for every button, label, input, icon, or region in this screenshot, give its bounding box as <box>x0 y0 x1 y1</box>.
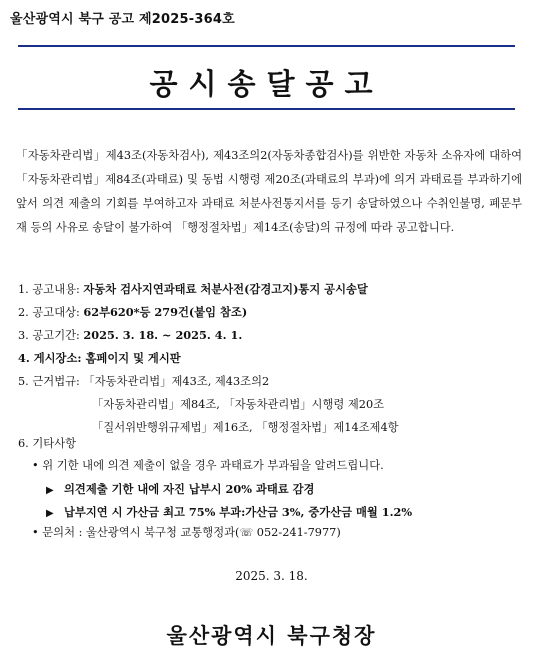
notice-number: 울산광역시 북구 공고 제2025-364호 <box>10 12 235 27</box>
bottom-divider <box>18 108 515 110</box>
item-content <box>18 281 368 297</box>
item-label: 5. 근거법규: <box>18 375 80 388</box>
page-title: 공시송달공고 <box>149 67 384 101</box>
contact-line <box>32 524 341 540</box>
triangle-bullet-icon: ▶ <box>46 485 54 496</box>
item-legal-basis <box>18 373 269 389</box>
item-value: 홈페이지 및 게시판 <box>85 351 181 365</box>
item-target <box>18 304 247 320</box>
phone-icon: ☏ <box>239 526 254 539</box>
bullet-item <box>46 504 412 520</box>
bullet-text: 의견제출 기한 내에 자진 납부시 20% 과태료 감경 <box>64 482 315 496</box>
intro-paragraph <box>16 144 522 240</box>
legal-basis-line: 「질서위반행위규제법」제16조, 「행정절차법」제14조제4항 <box>92 421 399 434</box>
item-label: 2. 공고대상: <box>18 306 80 319</box>
item-period <box>18 327 242 343</box>
item-value: 자동차 검사지연과태료 처분사전(감경고지)통지 공시송달 <box>83 282 368 296</box>
bullet-item <box>46 481 314 497</box>
item-label: 3. 공고기간: <box>18 329 80 342</box>
item-value: 62부620*등 279건(붙임 참조) <box>83 305 248 319</box>
item-label: 4. 게시장소: <box>18 351 82 365</box>
contact-phone: 052-241-7977) <box>253 526 341 539</box>
notice-date: 2025. 3. 18. <box>235 569 308 583</box>
top-divider <box>18 45 515 47</box>
item-label: 1. 공고내용: <box>18 283 80 296</box>
item-value: 2025. 3. 18. ~ 2025. 4. 1. <box>83 328 243 342</box>
intro-text: 「자동차관리법」제43조(자동차검사), 제43조의2(자동차종합검사)를 위반한 자동차 소유자에 대하여 「자동차관리법」제84조(과태료) 및 동법 시행령 제20조(과태료의 부과)에 의거 과태료를 부과하기에 앞서 의견 제출의 기회를 부여하고자 과태료 처분사전통지서를 등기 송달하였으나 수취인불명, 폐문부재 등의 사유로 송달이 불가하여 「행정절차법」제14조(송달)의 규정에 따라 공고합니다. <box>16 149 522 234</box>
item-place <box>18 350 181 366</box>
other-note: • 위 기한 내에 의견 제출이 없을 경우 과태료가 부과됨을 알려드립니다. <box>32 459 384 472</box>
contact-prefix: • 문의처 : 울산광역시 북구청 교통행정과( <box>32 526 240 539</box>
other-label: 6. 기타사항 <box>18 437 77 450</box>
legal-basis-line: 「자동차관리법」제84조, 「자동차관리법」시행령 제20조 <box>92 398 385 411</box>
bullet-text: 납부지연 시 가산금 최고 75% 부과:가산금 3%, 중가산금 매월 1.2% <box>64 505 413 519</box>
item-value: 「자동차관리법」제43조, 제43조의2 <box>83 375 270 388</box>
triangle-bullet-icon: ▶ <box>46 508 54 519</box>
signature: 울산광역시 북구청장 <box>166 624 377 648</box>
